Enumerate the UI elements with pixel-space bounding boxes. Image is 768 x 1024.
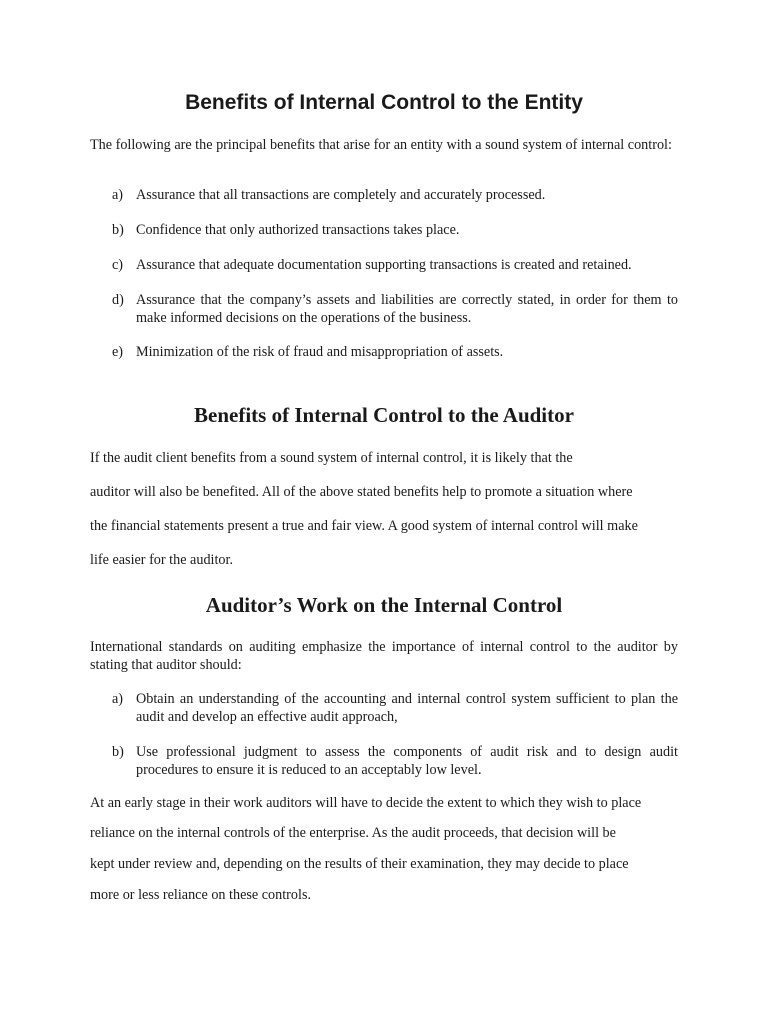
list-item-text: Use professional judgment to assess the components of audit risk and to design audit procedures to ensure it is reduced to an acceptably low level.: [136, 744, 678, 778]
paragraph-line: more or less reliance on these controls.: [90, 887, 312, 903]
list-marker: b): [112, 222, 124, 238]
list-item: [112, 343, 678, 361]
list-marker: b): [112, 744, 124, 760]
section-title-auditor-benefits: Benefits of Internal Control to the Auditor: [194, 403, 574, 427]
paragraph-line: At an early stage in their work auditors will have to decide the extent to which they wish to place: [90, 795, 642, 811]
section-title-entity-benefits: Benefits of Internal Control to the Entity: [185, 91, 583, 114]
list-marker: e): [112, 344, 124, 360]
list-item-text: Assurance that all transactions are completely and accurately processed.: [136, 187, 546, 203]
list-marker: c): [112, 257, 124, 273]
list-item: [112, 743, 678, 779]
paragraph-line: auditor will also be benefited. All of the above stated benefits help to promote a situation where: [90, 484, 633, 500]
list-item: [112, 690, 678, 726]
list-marker: a): [112, 691, 124, 707]
section-title-auditor-work: Auditor’s Work on the Internal Control: [205, 593, 563, 617]
list-item: [112, 256, 678, 274]
list-marker: d): [112, 292, 124, 308]
section-intro-auditor-work: International standards on auditing emphasize the importance of internal control to the auditor by stating that auditor should:: [90, 639, 678, 673]
list-item: [112, 186, 678, 204]
list-item: [112, 221, 678, 239]
paragraph-line: life easier for the auditor.: [90, 552, 233, 568]
list-marker: a): [112, 187, 124, 203]
list-item-text: Assurance that adequate documentation supporting transactions is created and retained.: [136, 257, 632, 273]
list-item-text: Obtain an understanding of the accounting and internal control system sufficient to plan the audit and develop an effective audit approach,: [136, 691, 678, 725]
list-item: [112, 291, 678, 327]
list-item-text: Minimization of the risk of fraud and misappropriation of assets.: [136, 344, 504, 360]
paragraph-line: kept under review and, depending on the results of their examination, they may decide to place: [90, 856, 629, 872]
paragraph-line: reliance on the internal controls of the enterprise. As the audit proceeds, that decision will be: [90, 825, 616, 841]
paragraph-line: If the audit client benefits from a sound system of internal control, it is likely that the: [90, 450, 573, 466]
paragraph-line: the financial statements present a true and fair view. A good system of internal control will make: [90, 518, 638, 534]
list-item-text: Assurance that the company’s assets and liabilities are correctly stated, in order for them to make informed decisions on the operations of the business.: [136, 292, 678, 326]
list-item-text: Confidence that only authorized transactions takes place.: [136, 222, 460, 238]
section-intro-entity-benefits: The following are the principal benefits that arise for an entity with a sound system of internal control:: [90, 137, 672, 153]
